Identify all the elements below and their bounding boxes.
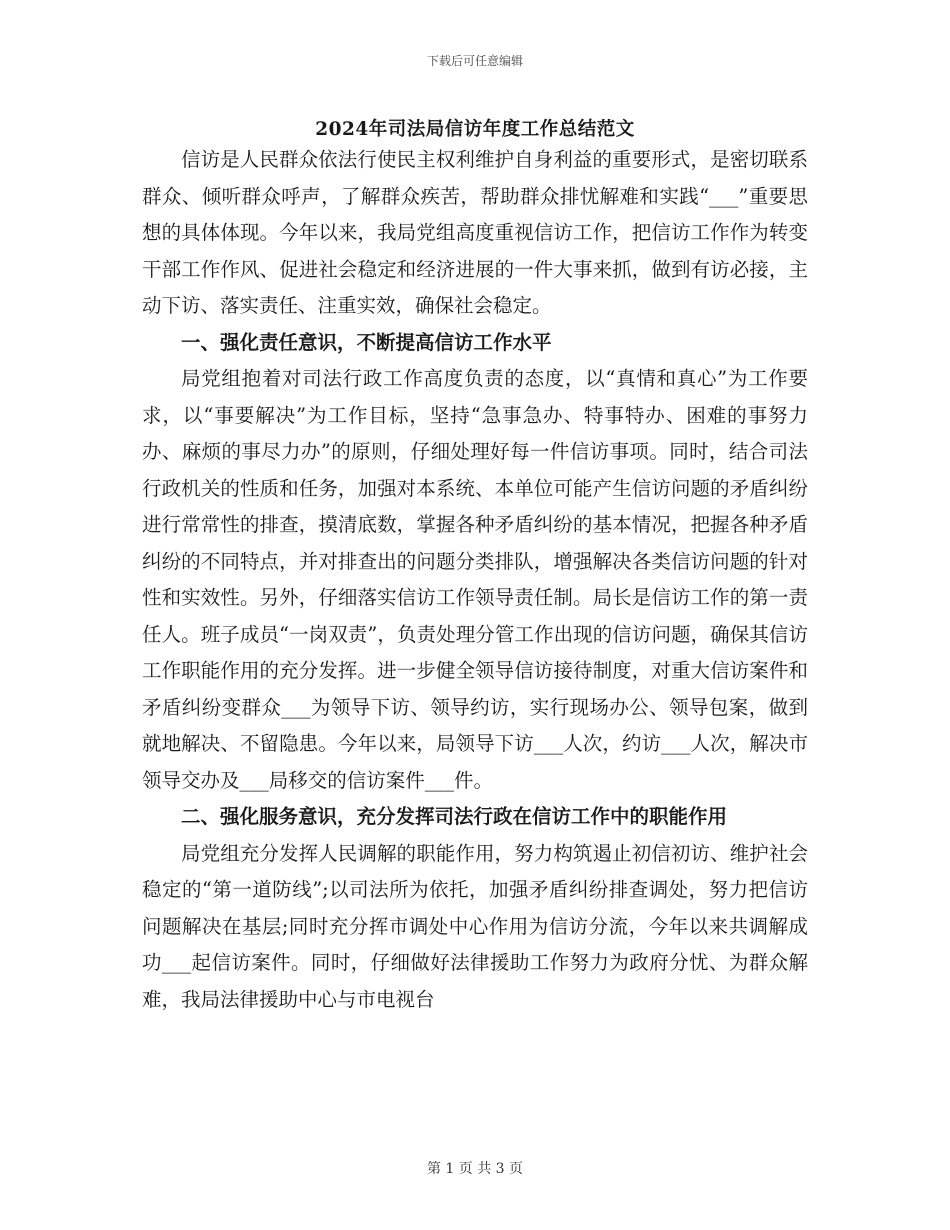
section-heading-2: 二、强化服务意识，充分发挥司法行政在信访工作中的职能作用	[181, 805, 728, 828]
document-body	[142, 142, 808, 1018]
header-note: 下载后可任意编辑	[426, 54, 523, 68]
paragraph-section-1: 局党组抱着对司法行政工作高度负责的态度，以“真情和真心”为工作要求，以“事要解决”为工作目标，坚持“急事急办、特事特办、困难的事努力办、麻烦的事尽力办”的原则，仔细处理好每一件信访事项。同时，结合司法行政机关的性质和任务，加强对本系统、本单位可能产生信访问题的矛盾纠纷进行常常性的排查，摸清底数，掌握各种矛盾纠纷的基本情况，把握各种矛盾纠纷的不同特点，并对排查出的问题分类排队，增强解决各类信访问题的针对性和实效性。另外，仔细落实信访工作领导责任制。局长是信访工作的第一责任人。班子成员“一岗双责”，负责处理分管工作出现的信访问题，确保其信访工作职能作用的充分发挥。进一步健全领导信访接待制度，对重大信访案件和矛盾纠纷变群众___为领导下访、领导约访，实行现场办公、领导包案，做到就地解决、不留隐患。今年以来，局领导下访___人次，约访___人次，解决市领导交办及___局移交的信访案件___件。	[142, 367, 808, 792]
document-title: 2024年司法局信访年度工作总结范文	[315, 119, 635, 140]
section-heading-1: 一、强化责任意识，不断提高信访工作水平	[181, 330, 552, 354]
paragraph-section-2: 局党组充分发挥人民调解的职能作用，努力构筑遏止初信初访、维护社会稳定的“第一道防线”;以司法所为依托，加强矛盾纠纷排查调处，努力把信访问题解决在基层;同时充分挥市调处中心作用为信访分流，今年以来共调解成功___起信访案件。同时，仔细做好法律援助工作努力为政府分忧、为群众解难，我局法律援助中心与市电视台	[142, 841, 808, 1011]
paragraph-intro: 信访是人民群众依法行使民主权利维护自身利益的重要形式，是密切联系群众、倾听群众呼声，了解群众疾苦，帮助群众排忧解难和实践“___”重要思想的具体体现。今年以来，我局党组高度重视信访工作，把信访工作作为转变干部工作作风、促进社会稳定和经济进展的一件大事来抓，做到有访必接，主动下访、落实责任、注重实效，确保社会稳定。	[142, 148, 808, 317]
page-number: 第 1 页 共 3 页	[426, 1161, 524, 1177]
